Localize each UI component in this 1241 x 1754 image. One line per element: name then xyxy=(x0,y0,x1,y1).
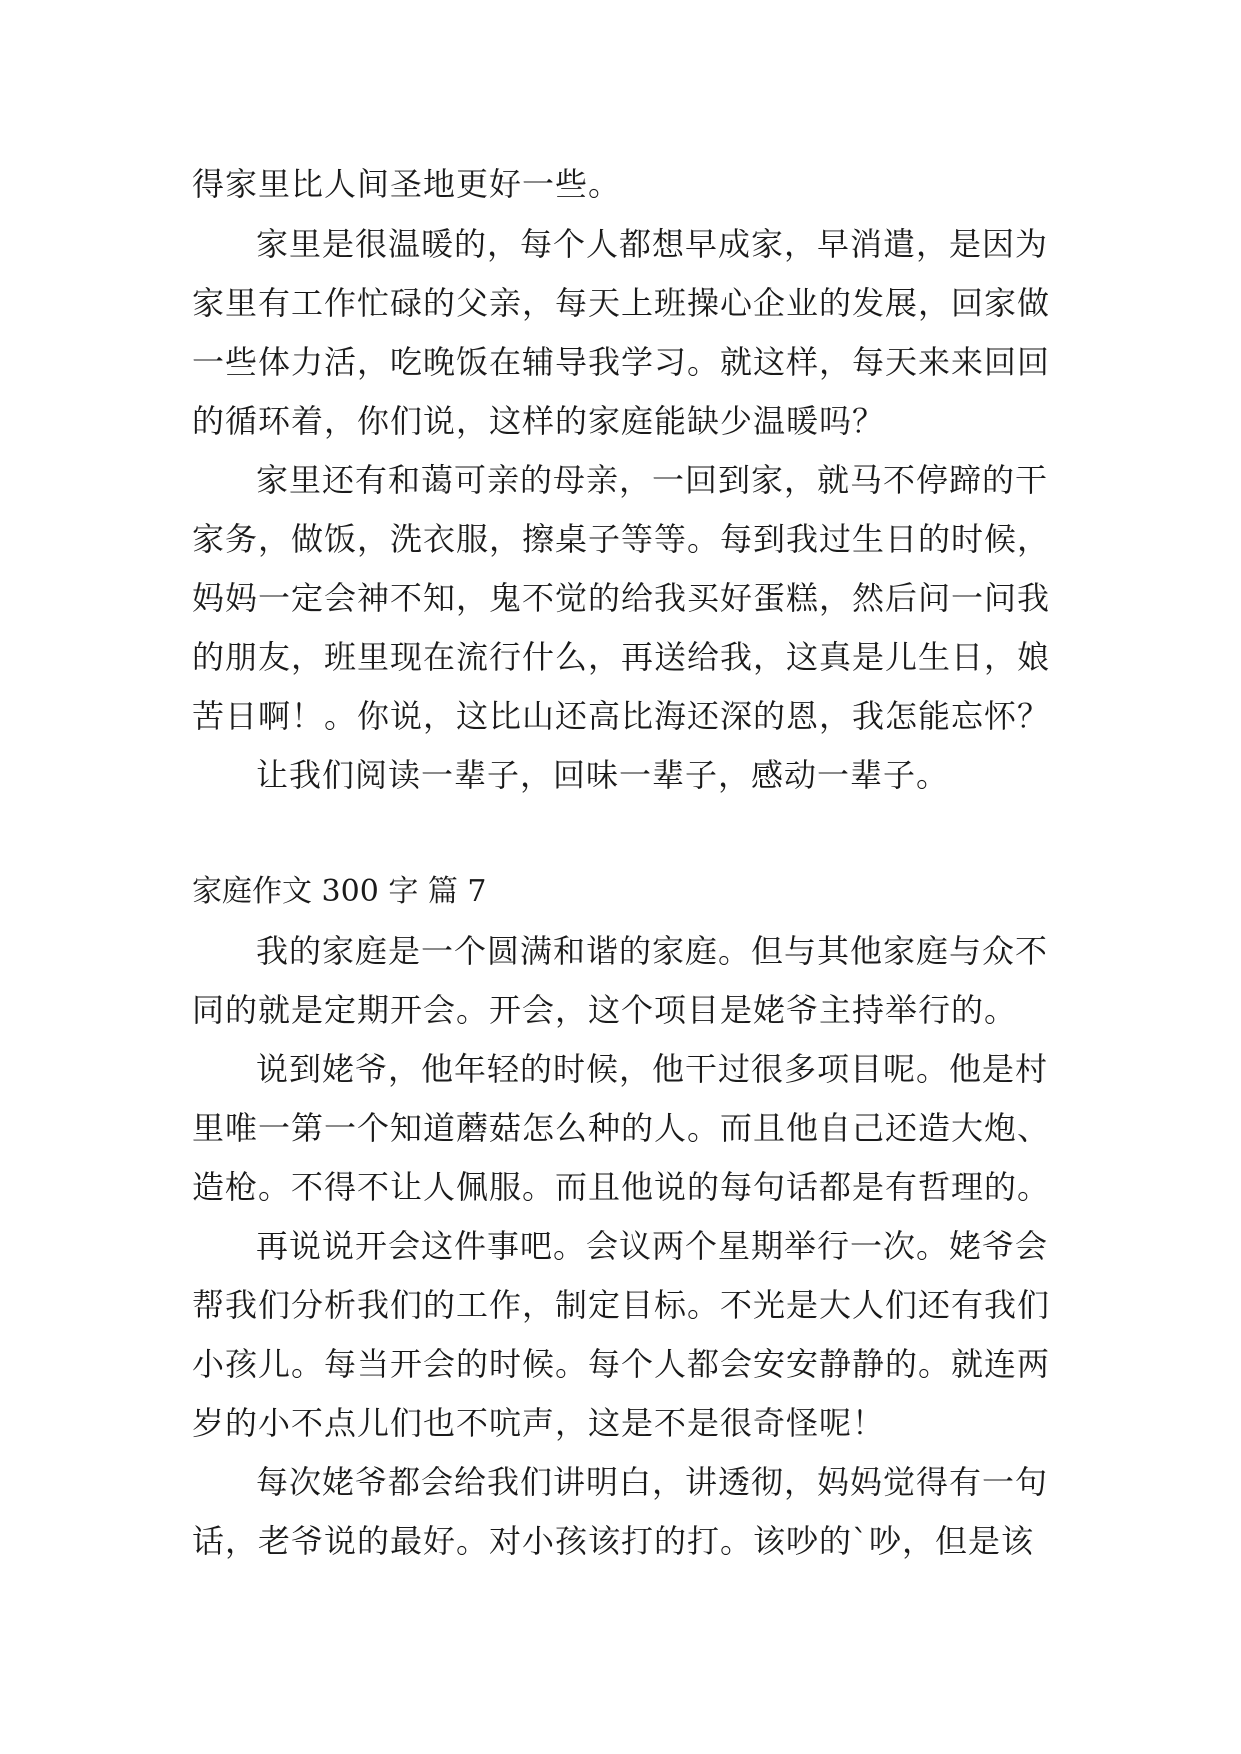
text-line: 里唯一第一个知道蘑菇怎么种的人。而且他自己还造大炮、 xyxy=(192,1109,1051,1147)
text-line: 同的就是定期开会。开会，这个项目是姥爷主持举行的。 xyxy=(192,991,1018,1029)
text-line: 一些体力活，吃晚饭在辅导我学习。就这样，每天来来回回 xyxy=(192,343,1051,381)
text-line: 造枪。不得不让人佩服。而且他说的每句话都是有哲理的。 xyxy=(192,1168,1051,1206)
text-line: 的循环着，你们说，这样的家庭能缺少温暖吗？ xyxy=(192,402,886,440)
paragraph-line: 说到姥爷，他年轻的时候，他干过很多项目呢。他是村 xyxy=(256,1050,1049,1088)
text-line: 帮我们分析我们的工作，制定目标。不光是大人们还有我们 xyxy=(192,1286,1051,1324)
paragraph-line: 再说说开会这件事吧。会议两个星期举行一次。姥爷会 xyxy=(256,1227,1049,1265)
text-line: 得家里比人间圣地更好一些。 xyxy=(192,165,622,203)
text-line: 小孩儿。每当开会的时候。每个人都会安安静静的。就连两 xyxy=(192,1345,1051,1383)
paragraph-line: 家里还有和蔼可亲的母亲，一回到家，就马不停蹄的干 xyxy=(256,461,1049,499)
text-line: 家里有工作忙碌的父亲，每天上班操心企业的发展，回家做 xyxy=(192,284,1051,322)
text-line: 家务，做饭，洗衣服，擦桌子等等。每到我过生日的时候， xyxy=(192,520,1051,558)
text-line: 话，老爷说的最好。对小孩该打的打。该吵的`吵，但是该 xyxy=(192,1522,1035,1560)
text-line: 岁的小不点儿们也不吭声，这是不是很奇怪呢！ xyxy=(192,1404,886,1442)
paragraph-line: 我的家庭是一个圆满和谐的家庭。但与其他家庭与众不 xyxy=(256,932,1049,970)
text-line: 妈妈一定会神不知，鬼不觉的给我买好蛋糕，然后问一问我 xyxy=(192,579,1051,617)
paragraph-line: 家里是很温暖的，每个人都想早成家，早消遣，是因为 xyxy=(256,225,1049,263)
paragraph-line: 每次姥爷都会给我们讲明白，讲透彻，妈妈觉得有一句 xyxy=(256,1463,1049,1501)
text-line: 的朋友，班里现在流行什么，再送给我，这真是儿生日，娘 xyxy=(192,638,1051,676)
text-line: 苦日啊！。你说，这比山还高比海还深的恩，我怎能忘怀？ xyxy=(192,697,1051,735)
section-heading: 家庭作文 300 字 篇 7 xyxy=(192,874,487,909)
paragraph-line: 让我们阅读一辈子，回味一辈子，感动一辈子。 xyxy=(256,756,950,794)
